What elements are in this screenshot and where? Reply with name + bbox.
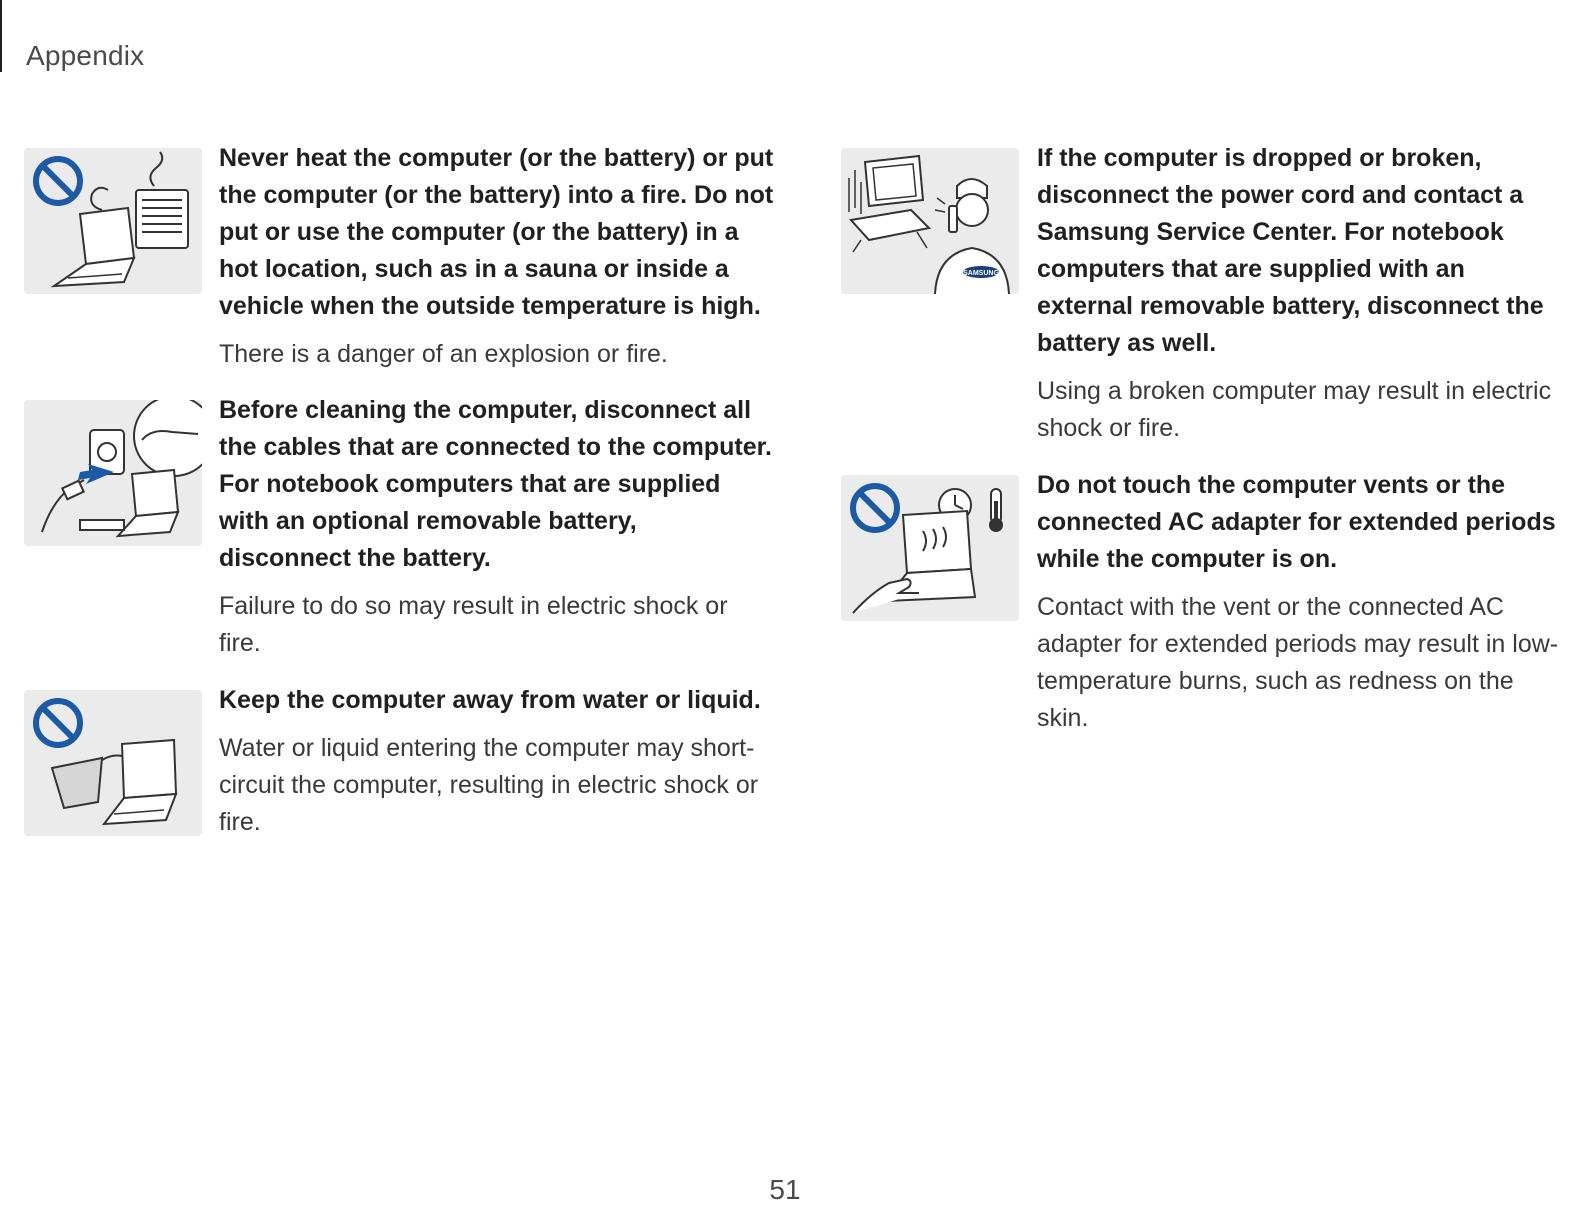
section-label: Appendix	[26, 40, 145, 71]
unplug-icon	[24, 400, 202, 546]
header-rule	[0, 0, 2, 72]
warning-detail: Failure to do so may result in electric shock or fire.	[219, 592, 728, 657]
warning-heading: Before cleaning the computer, disconnect all the cables that are connected to the computer. For notebook computers that are supplied with an optional removable battery, disconnect the battery.	[219, 396, 772, 572]
warning-text-dropped	[1037, 140, 1562, 447]
hot-surface-icon	[841, 475, 1019, 621]
warning-heading: Keep the computer away from water or liquid.	[219, 686, 761, 714]
heat-warning-icon	[24, 148, 202, 294]
warning-heading: Never heat the computer (or the battery) or put the computer (or the battery) into a fire. Do not put or use the computer (or the battery) in a hot location, such as in a sauna or inside a vehicle when the outside temperature is high.	[219, 144, 774, 320]
warning-detail: Water or liquid entering the computer may short-circuit the computer, resulting in electric shock or fire.	[219, 734, 759, 836]
warning-text-water	[219, 682, 775, 841]
warning-heading: If the computer is dropped or broken, disconnect the power cord and contact a Samsung Service Center. For notebook computers that are supplied with an external removable battery, disconnect the battery as well.	[1037, 144, 1544, 357]
warning-detail: There is a danger of an explosion or fire.	[219, 340, 668, 368]
samsung-badge-text: SAMSUNG	[963, 270, 999, 277]
warning-heading: Do not touch the computer vents or the connected AC adapter for extended periods while the computer is on.	[1037, 471, 1556, 573]
warning-detail: Contact with the vent or the connected AC adapter for extended periods may result in low-temperature burns, such as redness on the skin.	[1037, 593, 1559, 732]
water-warning-icon	[24, 690, 202, 836]
warning-detail: Using a broken computer may result in electric shock or fire.	[1037, 377, 1552, 442]
warning-text-cleaning	[219, 392, 775, 662]
page-number: 51	[769, 1174, 801, 1205]
warning-text-hot-surface	[1037, 467, 1562, 737]
dropped-computer-icon	[841, 148, 1019, 294]
warning-text-heat	[219, 140, 775, 373]
